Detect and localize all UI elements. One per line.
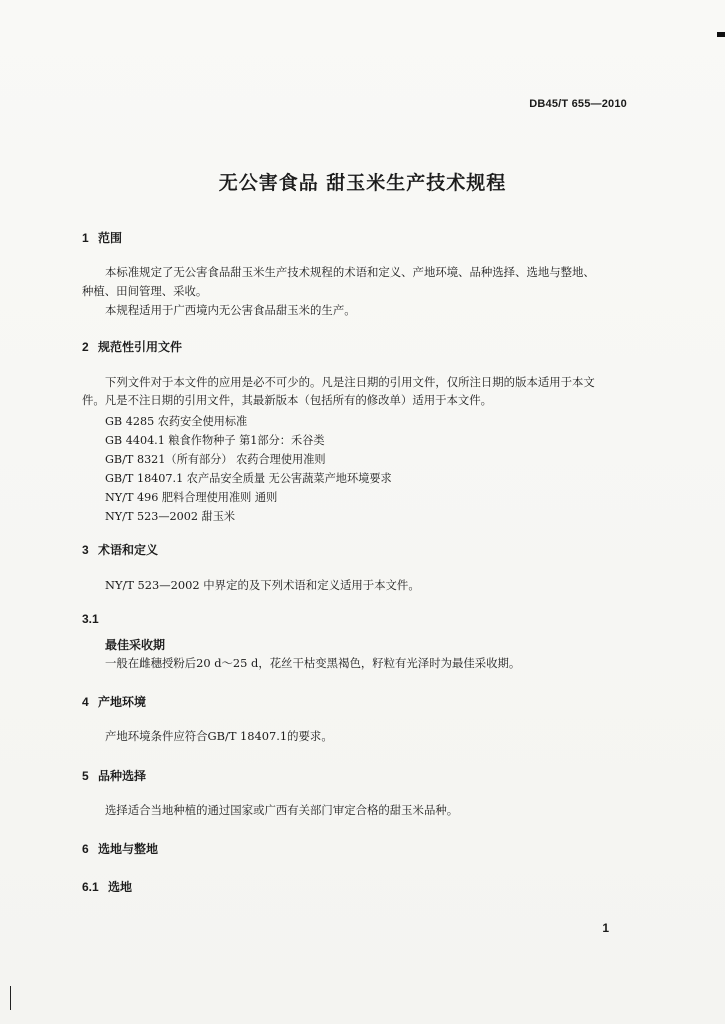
section-title: 选地与整地 <box>98 842 159 856</box>
section-6-1-heading <box>82 878 132 895</box>
paragraph: 选择适合当地种植的通过国家或广西有关部门审定合格的甜玉米品种。 <box>105 803 459 817</box>
section-number: 3 <box>82 543 89 557</box>
section-3-1-heading <box>82 612 98 626</box>
section-4-heading <box>82 693 146 710</box>
section-title: 产地环境 <box>98 695 147 709</box>
paragraph: 产地环境条件应符合GB/T 18407.1的要求。 <box>105 729 333 743</box>
reference-item: GB 4285 农药安全使用标准 <box>105 415 248 428</box>
section-title: 品种选择 <box>98 769 147 783</box>
term-title: 最佳采收期 <box>105 638 166 652</box>
paragraph: 本标准规定了无公害食品甜玉米生产技术规程的术语和定义、产地环境、品种选择、选地与整地、 <box>105 265 595 279</box>
reference-item: GB 4404.1 粮食作物种子 第1部分：禾谷类 <box>105 434 325 447</box>
section-title: 选地 <box>108 880 133 894</box>
section-number: 6.1 <box>82 880 99 894</box>
section-1-heading <box>82 229 122 246</box>
paragraph: 下列文件对于本文件的应用是必不可少的。凡是注日期的引用文件，仅所注日期的版本适用于本文 <box>105 375 595 389</box>
page-number: 1 <box>602 921 609 935</box>
standard-code: DB45/T 655—2010 <box>529 98 627 110</box>
section-6-heading <box>82 840 158 857</box>
section-5-heading <box>82 767 146 784</box>
section-3-heading <box>82 541 158 558</box>
section-title: 术语和定义 <box>98 543 159 557</box>
reference-item: GB/T 18407.1 农产品安全质量 无公害蔬菜产地环境要求 <box>105 472 392 485</box>
paragraph: 种植、田间管理、采收。 <box>82 284 208 298</box>
section-number: 5 <box>82 769 89 783</box>
section-number: 6 <box>82 842 89 856</box>
section-title: 规范性引用文件 <box>98 340 183 354</box>
section-number: 4 <box>82 695 89 709</box>
section-title: 范围 <box>98 231 123 245</box>
document-title: 无公害食品 甜玉米生产技术规程 <box>218 172 507 194</box>
section-number: 2 <box>82 340 89 354</box>
section-number: 3.1 <box>82 612 99 626</box>
section-2-heading <box>82 338 182 355</box>
paragraph: 件。凡是不注日期的引用文件，其最新版本（包括所有的修改单）适用于本文件。 <box>82 393 493 407</box>
section-number: 1 <box>82 231 89 245</box>
reference-item: GB/T 8321（所有部分） 农药合理使用准则 <box>105 453 326 466</box>
paragraph: 本规程适用于广西境内无公害食品甜玉米的生产。 <box>105 303 356 317</box>
reference-item: NY/T 496 肥料合理使用准则 通则 <box>105 491 278 504</box>
reference-item: NY/T 523—2002 甜玉米 <box>105 510 236 523</box>
scan-corner-mark <box>717 32 725 37</box>
term-definition: 一般在雌穗授粉后20 d～25 d，花丝干枯变黑褐色，籽粒有光泽时为最佳采收期。 <box>105 656 521 670</box>
paragraph: NY/T 523—2002 中界定的及下列术语和定义适用于本文件。 <box>105 578 420 592</box>
scan-edge-mark <box>10 986 11 1010</box>
